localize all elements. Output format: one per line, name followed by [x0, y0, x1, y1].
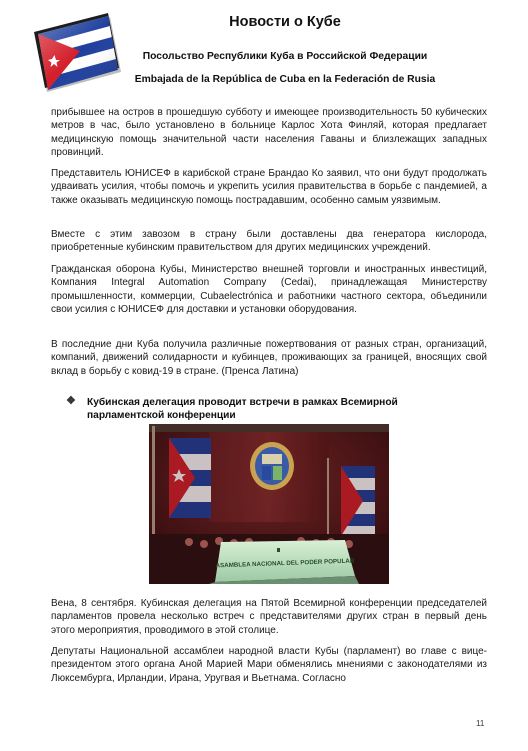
section-heading: [66, 396, 446, 422]
paragraph-deputies-exchange: Депутаты Национальной ассамблеи народной власти Кубы (парламент) во главе с вице-президентом этого органа Аной Марией Мари обменялись мнениями с законодателями из Люксембурга, Ирландии, Ирана, Уругвая и Вьетнама. Согласно: [51, 646, 487, 684]
embassy-name-spanish: Embajada de la República de Cuba en la Federación de Rusia: [134, 74, 436, 85]
embassy-name-russian: Посольство Республики Куба в Российской Федерации: [142, 51, 428, 62]
parliament-photo: [149, 424, 389, 584]
photo-placard-text: ASAMBLEA NACIONAL DEL PODER POPULAR: [215, 557, 355, 570]
cuban-flag-icon: [30, 12, 122, 94]
diamond-bullet-icon: ❖: [66, 395, 76, 407]
paragraph-civil-defense: Гражданская оборона Кубы, Министерство внешней торговли и иностранных инвестиций, Компания Integral Automation Company (Cedai), принадлежащая Министерству промышленности, коммерции, Cubaelectrónica и работники частного сектора, объединили свои усилия с ЮНИСЕФ для доставки и установки оборудования.: [51, 264, 487, 315]
paragraph-unicef-statement: Представитель ЮНИСЕФ в карибской стране Брандао Ко заявил, что они будут продолжать удваивать усилия, чтобы помочь и укрепить усилия правительства в борьбе с пандемией, а также оказывать медицинскую помощь пострадавшим, особенно самым уязвимым.: [51, 168, 487, 206]
paragraph-vienna-meetings: Вена, 8 сентября. Кубинская делегация на Пятой Всемирной конференции председателей парламентов провела несколько встреч с представителями других стран в первый день этого мероприятия, проводимого в этой столице.: [51, 598, 487, 636]
newsletter-title: Новости о Кубе: [229, 14, 341, 30]
page-number: 11: [476, 719, 485, 728]
paragraph-oxygen-plant: прибывшее на остров в прошедшую субботу и имеющее производительность 50 кубических метров в час, было установлено в больнице Карлос Хота Финляй, которая предлагает медицинскую помощь значительной части населения Гаваны и близлежащих западных провинций.: [51, 107, 487, 158]
paragraph-donations: В последние дни Куба получила различные пожертвования от разных стран, организаций, компаний, движений солидарности и кубинцев, проживающих за границей, вносящих свой вклад в борьбу с ковид-19 в стране. (Пренса Латина): [51, 339, 487, 377]
section-heading-text: Кубинская делегация проводит встречи в рамках Всемирной парламентской конференции: [87, 397, 398, 421]
paragraph-oxygen-generators: Вместе с этим завозом в страну были доставлены два генератора кислорода, приобретенные кубинским правительством для других медицинских учреждений.: [51, 229, 487, 254]
